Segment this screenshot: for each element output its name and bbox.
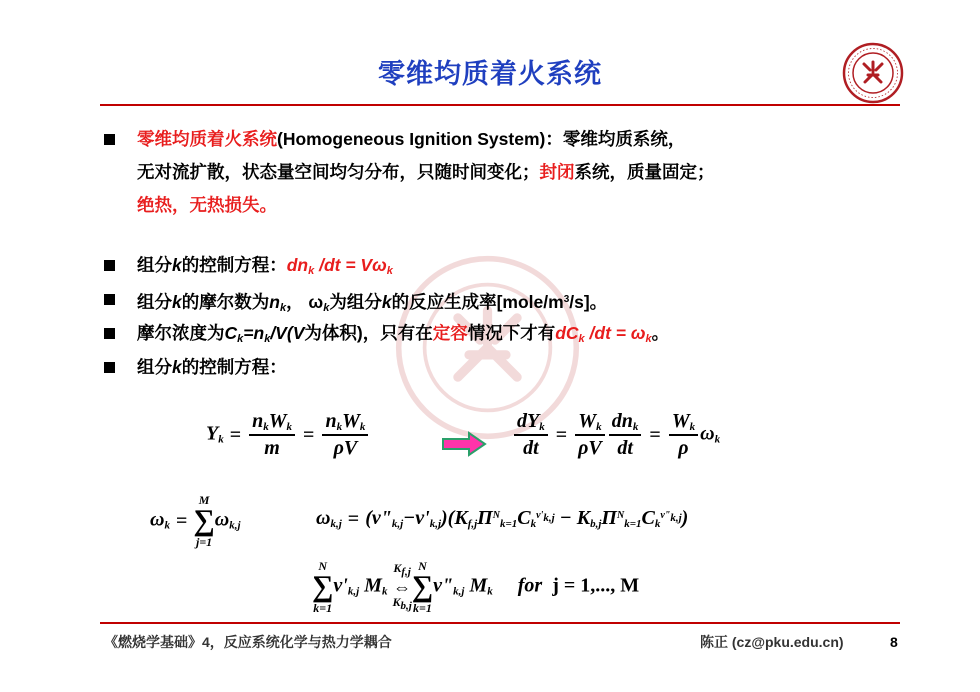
- bullet-square-icon: [104, 328, 115, 339]
- text: k: [578, 333, 585, 345]
- text: /s]。: [569, 292, 608, 312]
- text: n: [269, 292, 280, 312]
- arrow-right-icon: [441, 431, 487, 457]
- text: 为组分: [329, 292, 382, 312]
- bottom-divider: [100, 622, 900, 624]
- text: k: [264, 333, 271, 345]
- text: dC: [555, 323, 579, 343]
- footer-course-title: 《燃烧学基础》4，反应系统化学与热力学耦合: [104, 634, 392, 650]
- text: 组分: [137, 292, 172, 312]
- text: 的反应生成率[mole/m: [391, 292, 564, 312]
- text: k: [172, 292, 182, 312]
- text: k: [172, 357, 182, 377]
- text: /dt = Vω: [314, 255, 387, 275]
- text: k: [323, 302, 330, 314]
- bullet-square-icon: [104, 134, 115, 145]
- bullet-square-icon: [104, 294, 115, 305]
- text: /dt = ω: [584, 323, 646, 343]
- text: 。: [651, 323, 670, 343]
- text: k: [172, 255, 182, 275]
- definition-line3: 绝热，无热损失。: [137, 195, 277, 215]
- text: 组分: [137, 255, 172, 275]
- bullet-square-icon: [104, 362, 115, 373]
- bullet-square-icon: [104, 260, 115, 271]
- text: 摩尔浓度为: [137, 323, 225, 343]
- text: 的控制方程：: [181, 255, 287, 275]
- definition-line2: 无对流扩散，状态量空间均匀分布，只随时间变化；: [137, 162, 540, 182]
- text: k: [381, 292, 392, 312]
- text: k: [645, 333, 652, 345]
- university-logo-icon: [842, 42, 904, 104]
- text: k: [386, 265, 393, 277]
- text: 的控制方程：: [181, 357, 287, 377]
- text: k: [308, 265, 315, 277]
- term-highlight: 零维均质着火系统: [137, 129, 277, 149]
- term-english: (Homogeneous Ignition System)：零维均质系统，: [277, 129, 686, 149]
- equation-total-production: $\omega_k$ = M ∑ j=1 $\omega_{k,j}$: [150, 493, 241, 549]
- page-number: 8: [890, 634, 898, 650]
- text: 为体积)，只有在: [304, 323, 433, 343]
- equation: [555, 323, 651, 343]
- text: k: [237, 333, 244, 345]
- equation-rate: $\frac{dY_k}{dt}$ = $\frac{W_k}{\rho V}$ $\frac{dn_k}{dt}$ = $\frac{W_k}{\rho}$ $\omega_k$: [512, 410, 720, 460]
- equation: [287, 255, 393, 275]
- equation-mechanism: N ∑ k=1 $\nu'_{k,j}$ $M_k$ $K_{f,j}$ ⇔ $K_{b,j}$ N ∑ k=1 $\nu"_{k,j}$ $M_k$ for j = 1,..., M: [312, 559, 640, 615]
- constant-volume-highlight: 定容: [432, 323, 468, 343]
- text: C: [224, 323, 238, 343]
- definition-line2-end: 系统，质量固定；: [574, 162, 715, 182]
- equation-mass-fraction: $Y_k$ = $\frac{n_kW_k}{m}$ = $\frac{n_kW_k}{\rho V}$: [206, 410, 370, 460]
- text: k: [279, 302, 287, 314]
- text: dn: [286, 255, 309, 275]
- equation-reaction-rate: $\omega_{k,j}$ = $(\nu"_{k,j}-\nu'_{k,j})(K_{f,j}\Pi^N_{k=1}C_k^{\nu'_{k,j}} - K_{b,j}\Pi^N_{k=1}C_k^{\nu"_{k,j}})$: [316, 507, 689, 530]
- text: 3: [563, 294, 570, 305]
- text: 情况下才有: [467, 323, 556, 343]
- text: 的摩尔数为: [181, 292, 270, 312]
- closed-highlight: 封闭: [539, 162, 575, 182]
- top-divider: [100, 104, 900, 106]
- page-title: 零维均质着火系统: [378, 59, 602, 89]
- text: 组分: [137, 357, 172, 377]
- text: ， ω: [286, 292, 324, 312]
- text: V: [292, 323, 305, 343]
- text: =n: [243, 323, 265, 343]
- text: /V(: [270, 323, 293, 343]
- footer-author: 陈正 (cz@pku.edu.cn): [700, 634, 844, 650]
